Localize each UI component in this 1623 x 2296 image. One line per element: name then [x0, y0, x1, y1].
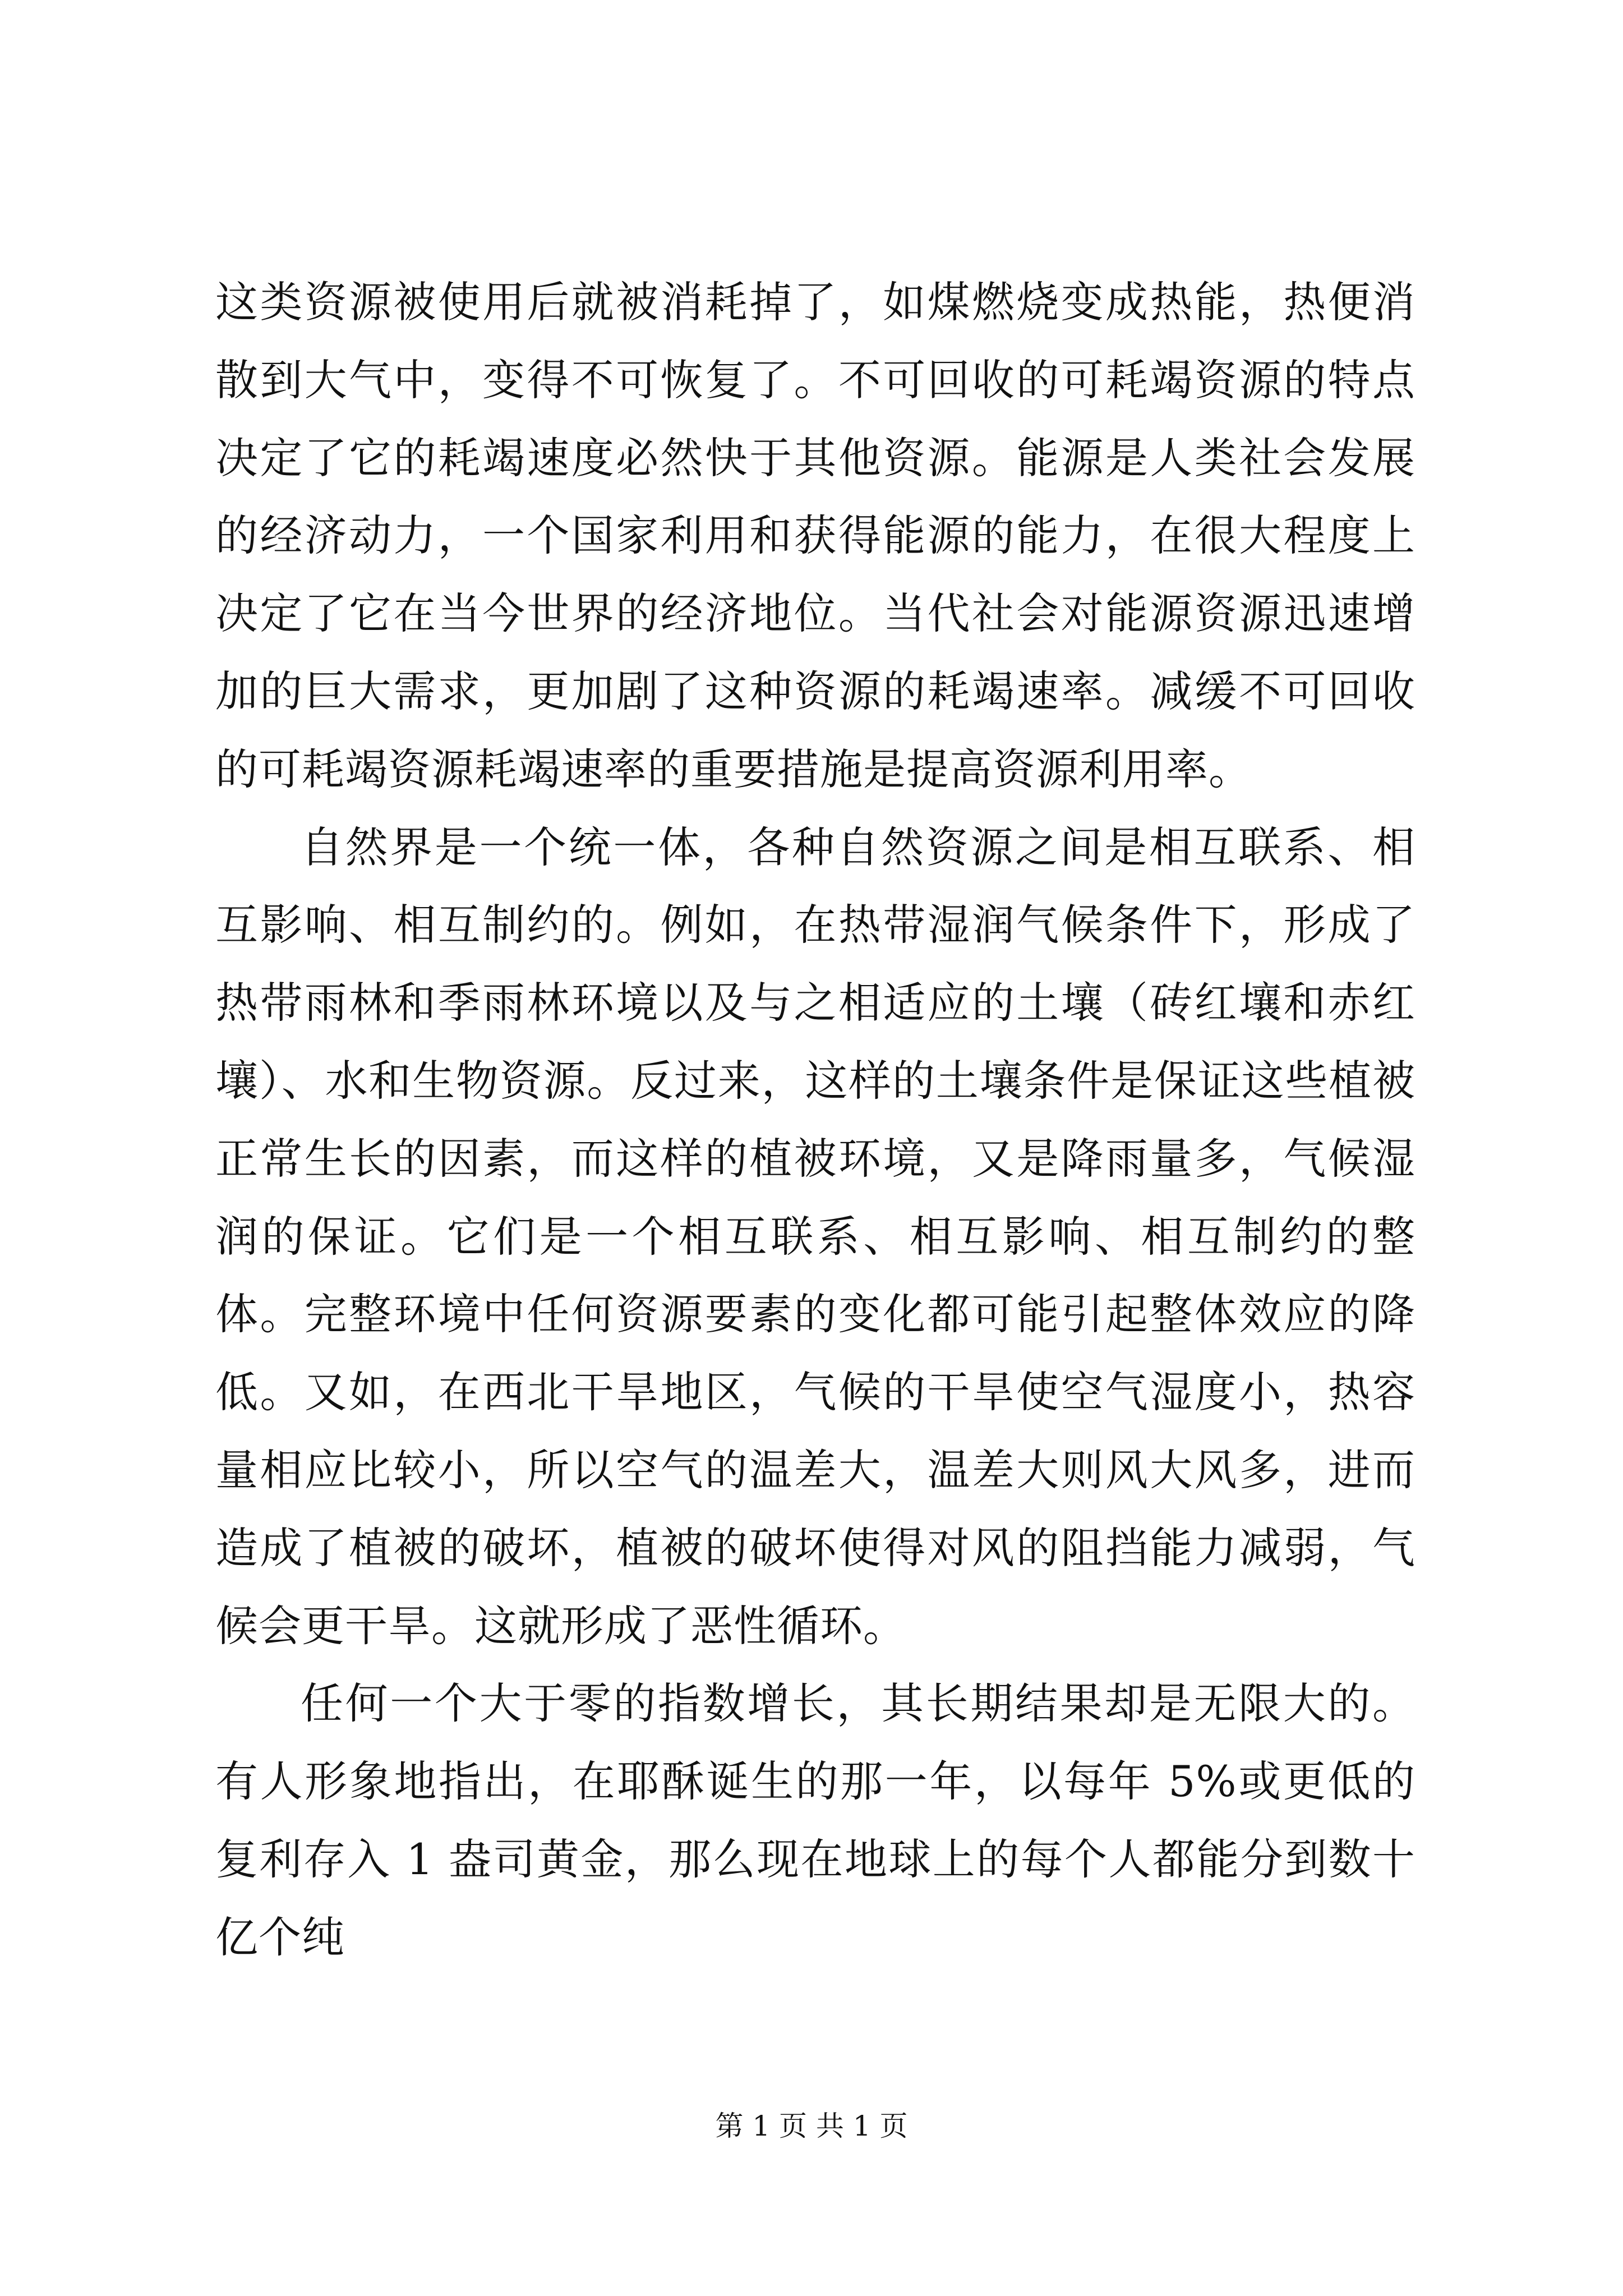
paragraph-2: 自然界是一个统一体，各种自然资源之间是相互联系、相互影响、相互制约的。例如，在热带湿润气候条件下，形成了热带雨林和季雨林环境以及与之相适应的土壤（砖红壤和赤红壤）、水和生物资源。反过来，这样的土壤条件是保证这些植被正常生长的因素，而这样的植被环境，又是降雨量多，气候湿润的保证。它们是一个相互联系、相互影响、相互制约的整体。完整环境中任何资源要素的变化都可能引起整体效应的降低。又如，在西北干旱地区，气候的干旱使空气湿度小，热容量相应比较小，所以空气的温差大，温差大则风大风多，进而造成了植被的破坏，植被的破坏使得对风的阻挡能力减弱，气候会更干旱。这就形成了恶性循环。	[215, 822, 1415, 1651]
page-footer: 第 1 页 共 1 页	[715, 2110, 908, 2142]
paragraph-3: 任何一个大于零的指数增长，其长期结果却是无限大的。有人形象地指出，在耶酥诞生的那一年，以每年 5%或更低的复利存入 1 盎司黄金，那么现在地球上的每个人都能分到数十亿个纯	[215, 1678, 1415, 1962]
document-body	[215, 264, 1415, 1977]
paragraph-1: 这类资源被使用后就被消耗掉了，如煤燃烧变成热能，热便消散到大气中，变得不可恢复了。不可回收的可耗竭资源的特点决定了它的耗竭速度必然快于其他资源。能源是人类社会发展的经济动力，一个国家利用和获得能源的能力，在很大程度上决定了它在当今世界的经济地位。当代社会对能源资源迅速增加的巨大需求，更加剧了这种资源的耗竭速率。减缓不可回收的可耗竭资源耗竭速率的重要措施是提高资源利用率。	[215, 277, 1415, 794]
